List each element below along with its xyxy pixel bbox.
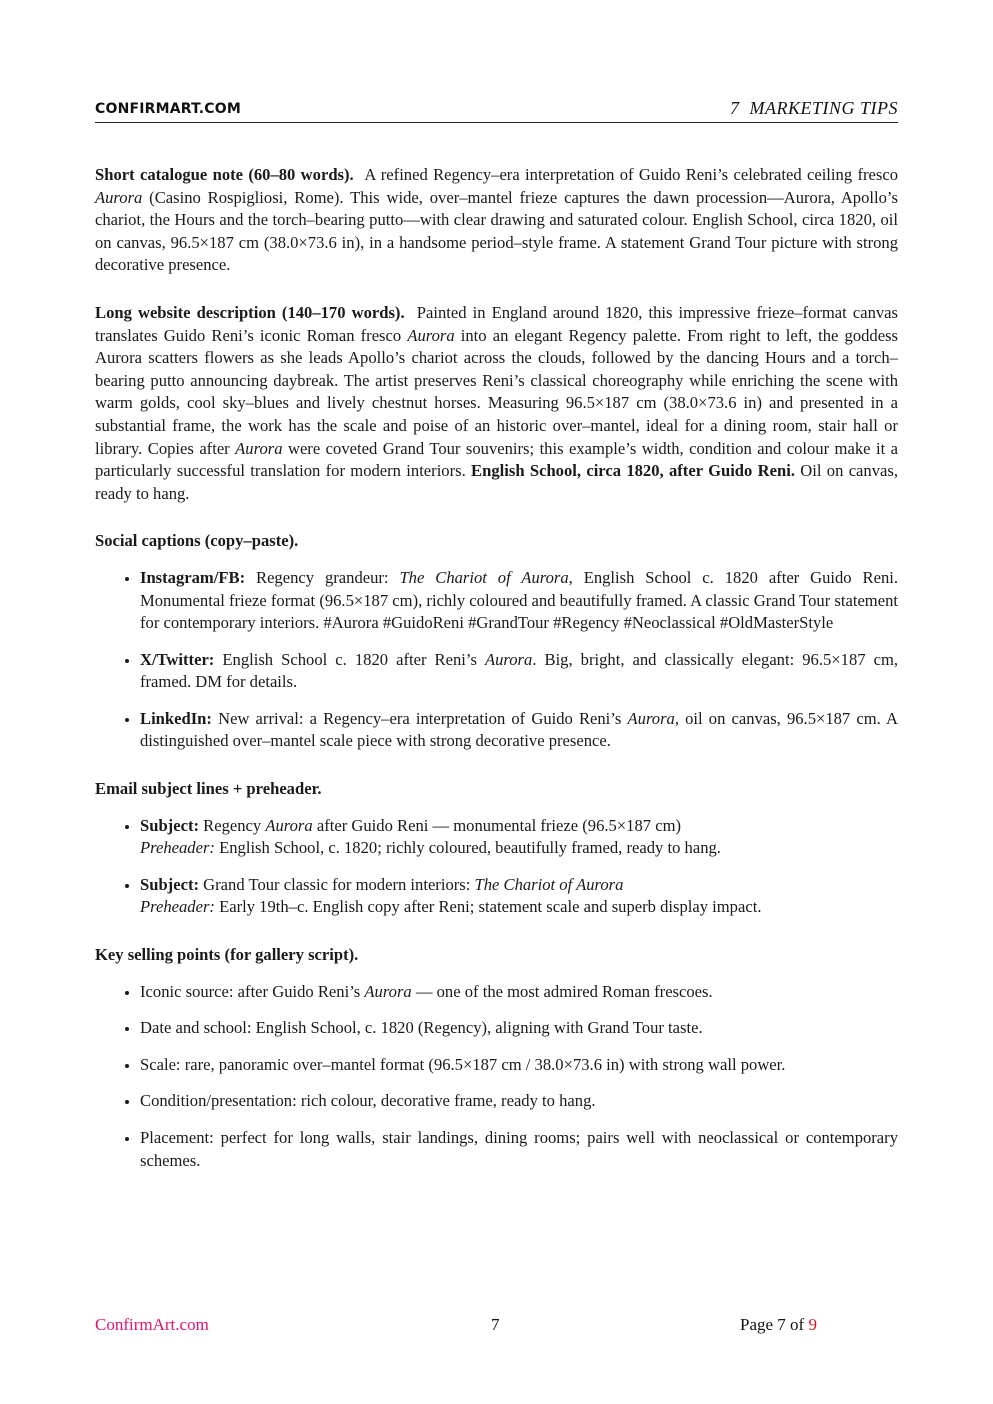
footer-page-number: 7 (491, 1315, 500, 1334)
list-item (140, 649, 898, 694)
bold-attribution: English School, circa 1820, after Guido Reni. (471, 461, 795, 481)
preheader-label: Preheader: (140, 838, 215, 858)
social-captions-list (95, 567, 898, 753)
subject-label: Subject: (140, 874, 199, 894)
list-item: • Scale: rare, panoramic over–mantel format (96.5×187 cm / 38.0×73.6 in) with strong wall power. (140, 1054, 898, 1077)
footer-page-count (740, 1315, 817, 1335)
list-item (140, 874, 898, 919)
list-item (140, 815, 898, 860)
text: Regency (199, 815, 266, 835)
selling-points-list (95, 981, 898, 1173)
list-item: • Placement: perfect for long walls, stair landings, dining rooms; pairs well with neoclassical or contemporary schemes. (140, 1127, 898, 1172)
email-heading: Email subject lines + preheader. (95, 779, 322, 799)
website-description (95, 302, 898, 505)
site-logo: CONFIRMART.COM (95, 101, 242, 117)
italic-title: Aurora (235, 438, 283, 458)
text: New arrival: a Regency–era interpretation of Guido Reni’s (211, 708, 628, 728)
catalogue-note (95, 164, 898, 277)
italic-title: Aurora (484, 649, 533, 669)
italic-title: Aurora (407, 325, 455, 345)
main-content (95, 164, 898, 1197)
email-list (95, 815, 898, 919)
italic-title: The Chariot of Aurora (399, 567, 569, 587)
text: were coveted Grand Tour souvenirs; this example’s width, condition and colour make it a particularly successful translation for modern interiors. (95, 438, 899, 481)
instagram-label: Instagram/FB: (140, 567, 246, 587)
text: (Casino Rospigliosi, Rome). This wide, over–mantel frieze captures the dawn procession—Aurora, Apollo’s chariot, the Hours and the torch–bearing putto—with clear drawing and saturated colour. English School, circa 1820, oil on canvas, 96.5×187 cm (38.0×73.6 in), in a handsome period–style frame. A statement Grand Tour picture with strong decorative presence. (95, 187, 898, 275)
text: Painted in England around 1820, this impressive frieze–format canvas translates Guido Reni’s iconic Roman fresco (95, 302, 898, 345)
list-item: • Date and school: English School, c. 1820 (Regency), aligning with Grand Tour taste. (140, 1017, 898, 1040)
subject-label: Subject: (140, 815, 199, 835)
footer-site-link[interactable]: ConfirmArt.com (95, 1315, 209, 1334)
text: English School c. 1820 after Reni’s (214, 649, 485, 669)
text: Regency grandeur: (245, 567, 400, 587)
text: , English School c. 1820 after Guido Reni. Monumental frieze format (96.5×187 cm), richly coloured and beautifully framed. A classic Grand Tour statement for contemporary interiors. #Aurora #GuidoReni #GrandTour #Regency #Neoclassical #OldMasterStyle (140, 567, 898, 633)
text: Grand Tour classic for modern interiors: (199, 874, 475, 894)
social-captions-heading: Social captions (copy–paste). (95, 531, 299, 551)
text: English School, c. 1820; richly coloured, beautifully framed, ready to hang. (214, 838, 721, 858)
italic-title: The Chariot of Aurora (474, 874, 624, 894)
italic-title: Aurora (265, 815, 313, 835)
list-item: • Condition/presentation: rich colour, decorative frame, ready to hang. (140, 1090, 898, 1113)
section-title-text: MARKETING TIPS (749, 98, 898, 118)
text: Iconic source: after Guido Reni’s (140, 981, 365, 1001)
list-item (140, 708, 898, 753)
catalogue-note-heading: Short catalogue note (60–80 words). (95, 165, 354, 184)
preheader-label: Preheader: (140, 897, 215, 917)
total-pages-link[interactable]: 9 (808, 1315, 817, 1334)
list-item (140, 981, 898, 1004)
linkedin-label: LinkedIn: (140, 708, 212, 728)
text: after Guido Reni — monumental frieze (96.5×187 cm) (312, 815, 682, 835)
text: . Big, bright, and classically elegant: 96.5×187 cm, framed. DM for details. (140, 649, 898, 692)
twitter-label: X/Twitter: (140, 649, 215, 669)
text: into an elegant Regency palette. From right to left, the goddess Aurora scatters flowers as she leads Apollo’s chariot across the clouds, followed by the dancing Hours and a torch–bearing putto announcing daybreak. The artist preserves Reni’s classical choreography while enriching the scene with warm golds, cool sky–blues and lively chestnut horses. Measuring 96.5×187 cm (38.0×73.6 in) and presented in a substantial frame, the work has the scale and poise of an historic over–mantel, ideal for a dining room, stair hall or library. Copies after (95, 325, 898, 458)
text: , oil on canvas, 96.5×187 cm. A distinguished over–mantel scale piece with strong decorative presence. (140, 708, 898, 751)
running-section-title (730, 98, 898, 119)
italic-title: Aurora (95, 187, 143, 207)
selling-points-heading: Key selling points (for gallery script). (95, 945, 359, 965)
italic-title: Aurora (364, 981, 412, 1001)
text: Oil on canvas, ready to hang. (95, 461, 898, 503)
text: A refined Regency–era interpretation of Guido Reni’s celebrated ceiling fresco (364, 165, 898, 184)
italic-title: Aurora (627, 708, 675, 728)
page-label: Page 7 of (740, 1315, 809, 1334)
website-description-heading: Long website description (140–170 words). (95, 302, 405, 322)
section-number: 7 (730, 98, 740, 118)
text: Early 19th–c. English copy after Reni; statement scale and superb display impact. (214, 897, 762, 917)
text: — one of the most admired Roman frescoes. (411, 981, 713, 1001)
page-header (95, 98, 898, 123)
list-item (140, 567, 898, 635)
